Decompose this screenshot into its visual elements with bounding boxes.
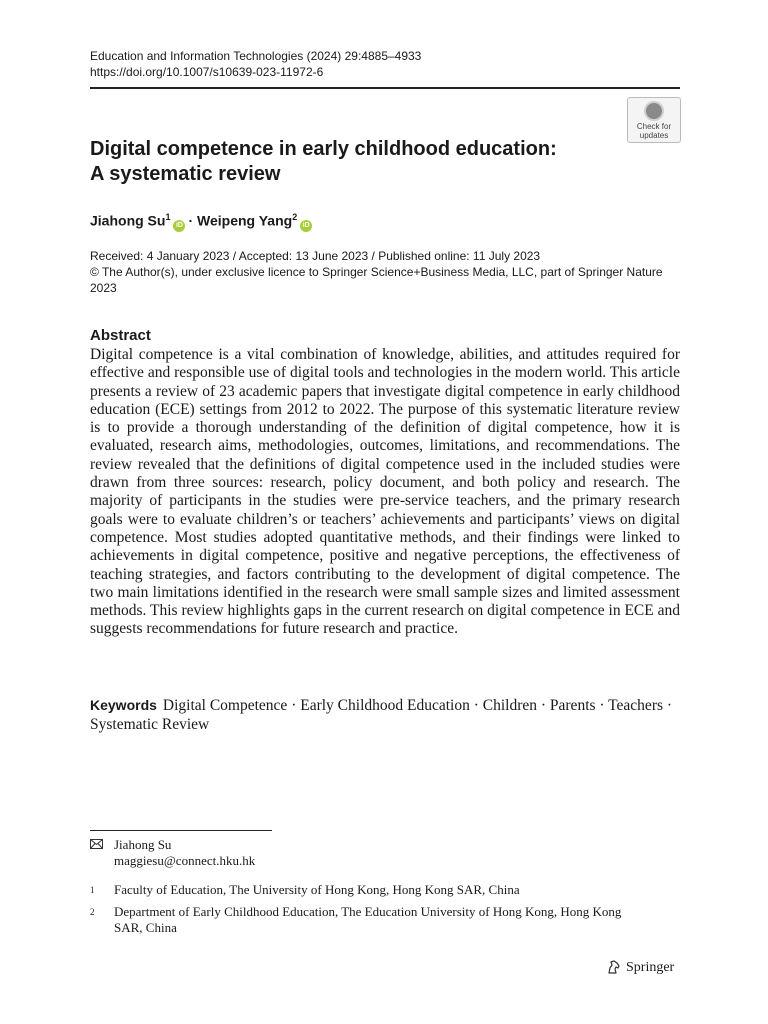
affiliation-text: Faculty of Education, The University of Hong Kong, Hong Kong SAR, China [114,882,520,897]
author-name[interactable]: Jiahong Su [90,212,166,229]
corresponding-author-name: Jiahong Su [114,837,172,852]
badge-line1: Check for [636,122,672,131]
check-for-updates-badge[interactable] [627,97,681,143]
affiliation-number: 1 [90,885,95,895]
abstract-body: Digital competence is a vital combination of knowledge, abilities, and attitudes required for effective and responsible use of digital tools and technologies in the modern world. This article presents a review of 23 academic papers that investigate digital competence in early childhood education (ECE) settings from 2012 to 2022. The purpose of this systematic literature review is to provide a thorough understanding of the definition of digital competence, how it is evaluated, research aims, methodologies, outcomes, limitations, and recommendations. The review revealed that the definitions of digital competence used in the included studies were drawn from three sources: research, policy document, and both policy and research. The majority of participants in the studies were pre-service teachers, and the primary research goals were to evaluate children’s or teachers’ achievements and participants’ views on digital competence. Most studies adopted quantitative methods, and their findings were linked to achievements in digital competence, positive and negative perceptions, the effectiveness of teaching strategies, and factors contributing to the development of digital competence. The two main limitations identified in the research were small sample sizes and limited assessment methods. This review highlights gaps in the current research on digital competence in ECE and suggests recommendations for future research and practice. [90,346,680,638]
title-line2: A systematic review [90,163,281,185]
journal-header [90,48,421,80]
paper-title [90,137,610,187]
corresponding-email[interactable]: maggiesu@connect.hku.hk [114,853,256,868]
crossmark-icon [644,101,664,121]
envelope-icon [90,837,114,853]
springer-logo [606,958,674,978]
publisher-name: Springer [626,960,675,975]
affiliation-text: Department of Early Childhood Education, The Education University of Hong Kong, Hong Kong SAR, China [114,904,622,935]
footnote-rule [90,830,272,831]
header-rule [90,87,680,89]
orcid-icon[interactable]: iD [300,220,312,232]
affiliation [90,882,650,898]
dates-line: Received: 4 January 2023 / Accepted: 13 June 2023 / Published online: 11 July 2023 [90,249,541,263]
keywords-label: Keywords [90,697,157,713]
corresponding-author [90,837,255,869]
author-affil-ref: 2 [292,212,298,222]
publication-history [90,248,690,296]
copyright-line: © The Author(s), under exclusive licence to Springer Science+Business Media, LLC, part of Springer Nature 2023 [90,265,663,295]
doi-link[interactable]: https://doi.org/10.1007/s10639-023-11972-6 [90,65,324,79]
affiliation [90,904,650,936]
journal-citation: Education and Information Technologies (2024) 29:4885–4933 [90,49,422,63]
author-separator: · [188,212,194,229]
title-line1: Digital competence in early childhood education: [90,138,557,160]
badge-line2: updates [639,131,669,140]
author-name[interactable]: Weipeng Yang [197,212,293,229]
author-affil-ref: 1 [165,212,171,222]
orcid-icon[interactable]: iD [173,220,185,232]
keywords-list: Digital Competence · Early Childhood Education · Children · Parents · Teachers · Systematic Review [90,697,673,733]
springer-horse-icon [606,959,622,975]
abstract-heading: Abstract [90,327,151,344]
keywords-section [90,696,680,734]
affiliation-number: 2 [90,907,95,917]
author-list [90,207,315,232]
